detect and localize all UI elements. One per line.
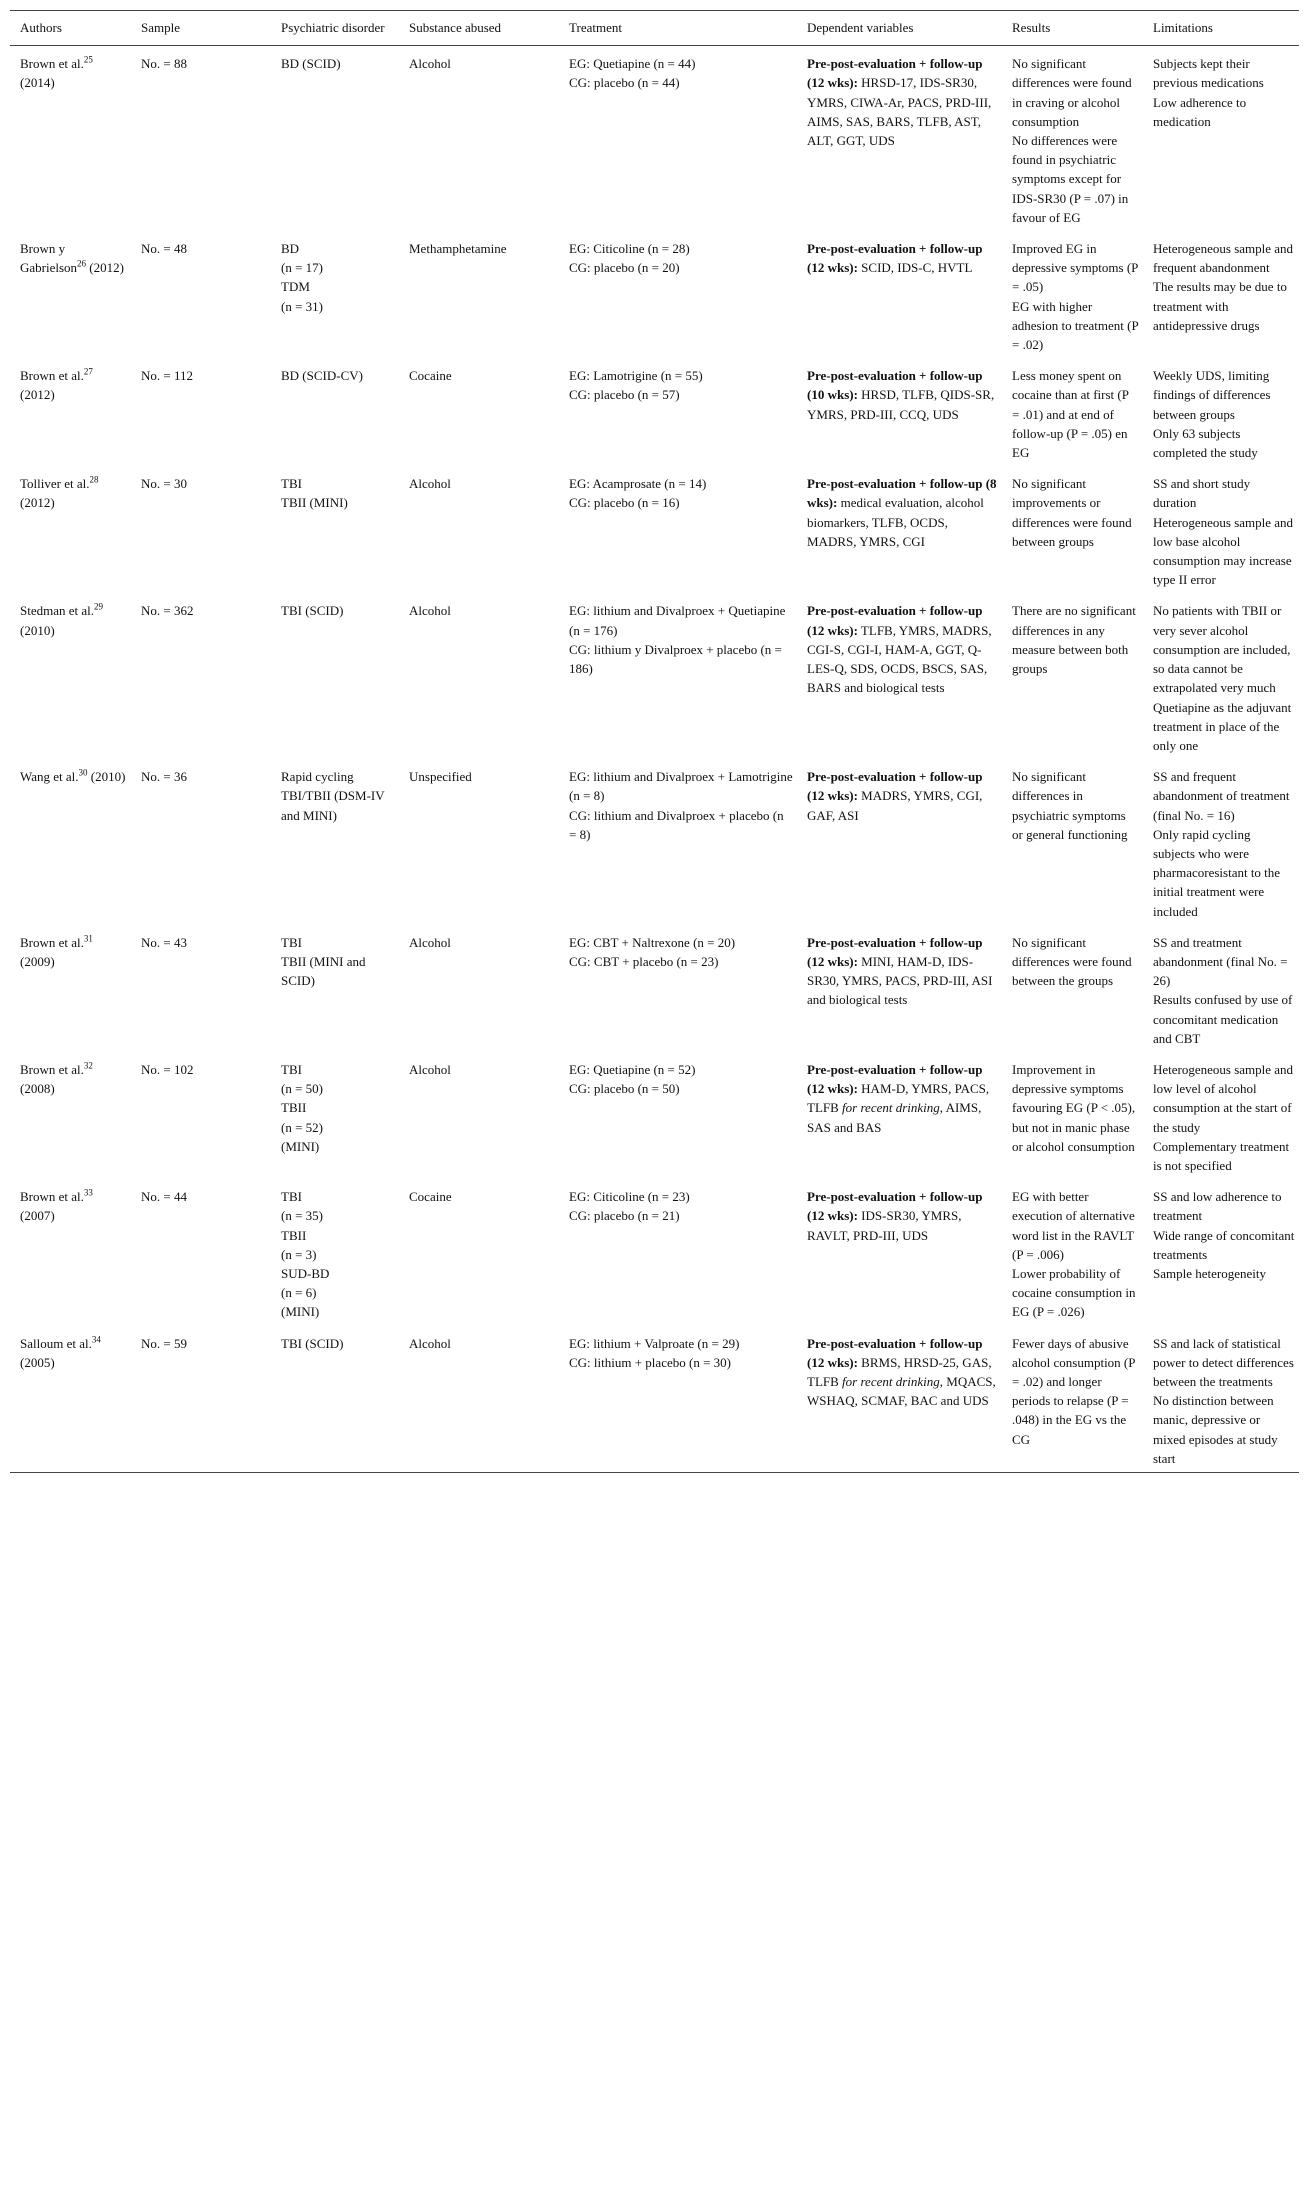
cell-sample: No. = 36	[141, 769, 187, 785]
cell-limitations-line: Sample heterogeneity	[1153, 1265, 1266, 1281]
cell-psychiatric-disorder-line: TBI (SCID)	[281, 1335, 344, 1351]
cell-dependent-variables	[797, 358, 1002, 466]
cell-limitations	[1143, 925, 1299, 1052]
cell-limitations-line: Wide range of concomitant treatments	[1153, 1227, 1295, 1262]
cell-results-line: No differences were found in psychiatric symptoms except for IDS-SR30 (P = .07) in favour of EG	[1012, 133, 1129, 225]
cell-sample: No. = 48	[141, 241, 187, 257]
cell-results	[1002, 759, 1143, 925]
cell-results	[1002, 466, 1143, 593]
cell-treatment-line: EG: Quetiapine (n = 44)	[569, 56, 696, 72]
cell-psychiatric-disorder-line: (n = 3)	[281, 1246, 317, 1262]
cell-dependent-variables	[797, 925, 1002, 1052]
cell-treatment	[559, 466, 797, 593]
cell-substance: Alcohol	[409, 603, 451, 619]
cell-authors	[10, 231, 131, 358]
measures-list: MINI, HAM-D, IDS-SR30, YMRS, PACS, PRD-III, ASI and biological tests	[807, 953, 993, 1008]
measures-list: HRSD-17, IDS-SR30, YMRS, CIWA-Ar, PACS, PRD-III, AIMS, SAS, BARS, TLFB, AST, ALT, GGT, UDS	[807, 75, 992, 149]
cell-sample: No. = 30	[141, 476, 187, 492]
cell-treatment-line: CG: lithium and Divalproex + placebo (n = 8)	[569, 807, 784, 842]
author-name: Tolliver et al.	[20, 476, 90, 492]
cell-treatment-line: CG: placebo (n = 50)	[569, 1081, 680, 1097]
cell-treatment-line: EG: Lamotrigine (n = 55)	[569, 368, 703, 384]
table-row	[10, 1052, 1299, 1179]
cell-treatment-line: EG: lithium + Valproate (n = 29)	[569, 1335, 740, 1351]
author-name: Stedman et al.	[20, 603, 95, 619]
cell-treatment-line: EG: Acamprosate (n = 14)	[569, 476, 707, 492]
cell-psychiatric-disorder	[271, 466, 399, 593]
publication-year: (2010)	[87, 769, 126, 785]
measures-list: MADRS, YMRS, CGI, GAF, ASI	[807, 788, 983, 823]
cell-treatment-line: EG: Citicoline (n = 28)	[569, 241, 690, 257]
measures-list-tail: , AIMS, SAS and BAS	[807, 1100, 982, 1135]
cell-limitations-line: Heterogeneous sample and low level of alcohol consumption at the start of the study	[1153, 1061, 1294, 1135]
cell-limitations-line: No patients with TBII or very sever alcohol consumption are included, so data cannot be extrapolated very much	[1153, 603, 1291, 696]
header-sample: Sample	[141, 20, 180, 35]
table-row	[10, 358, 1299, 466]
publication-year: (2012)	[20, 387, 55, 403]
cell-limitations	[1143, 46, 1299, 231]
cell-psychiatric-disorder-line: (n = 31)	[281, 298, 323, 314]
cell-limitations	[1143, 1326, 1299, 1473]
cell-dependent-variables	[797, 1326, 1002, 1473]
evaluation-design: Pre-post-evaluation + follow-up (10 wks):	[807, 368, 983, 403]
publication-year: (2005)	[20, 1354, 55, 1370]
cell-psychiatric-disorder-line: TBII (MINI)	[281, 495, 348, 511]
cell-psychiatric-disorder	[271, 759, 399, 925]
cell-treatment-line: EG: lithium and Divalproex + Lamotrigine (n = 8)	[569, 769, 793, 804]
author-name: Brown et al.	[20, 934, 84, 950]
table-row	[10, 1179, 1299, 1325]
cell-limitations	[1143, 759, 1299, 925]
table-row	[10, 231, 1299, 358]
publication-year: (2009)	[20, 953, 55, 969]
table-row	[10, 925, 1299, 1052]
cell-results-line: Improvement in depressive symptoms favouring EG (P < .05), but not in manic phase or alcohol consumption	[1012, 1061, 1136, 1154]
cell-psychiatric-disorder-line: (n = 6)	[281, 1285, 317, 1301]
evaluation-design: Pre-post-evaluation + follow-up (12 wks):	[807, 56, 983, 91]
evaluation-design: Pre-post-evaluation + follow-up (12 wks):	[807, 1061, 983, 1097]
cell-limitations-line: SS and treatment abandonment (final No. = 26)	[1153, 934, 1288, 989]
cell-limitations-line: The results may be due to treatment with antidepressive drugs	[1153, 279, 1287, 333]
cell-limitations-line: Only 63 subjects completed the study	[1153, 425, 1258, 461]
cell-authors	[10, 1179, 131, 1325]
reference-number: 31	[83, 933, 93, 944]
cell-substance: Alcohol	[409, 56, 451, 72]
cell-treatment-line: CG: placebo (n = 20)	[569, 260, 680, 276]
cell-limitations-line: Quetiapine as the adjuvant treatment in place of the only one	[1153, 699, 1292, 753]
cell-psychiatric-disorder	[271, 925, 399, 1052]
cell-limitations-line: SS and low adherence to treatment	[1153, 1189, 1282, 1224]
cell-substance: Alcohol	[409, 1335, 451, 1351]
cell-limitations-line: Complementary treatment is not specified	[1153, 1138, 1290, 1173]
measures-list: TLFB, YMRS, MADRS, CGI-S, CGI-I, HAM-A, GGT, Q-LES-Q, SDS, OCDS, BSCS, SAS, BARS and biological tests	[807, 622, 992, 696]
cell-limitations	[1143, 1179, 1299, 1325]
cell-results-line: EG with higher adhesion to treatment (P = .02)	[1012, 298, 1139, 353]
cell-authors	[10, 1052, 131, 1179]
cell-psychiatric-disorder-line: (n = 35)	[281, 1208, 323, 1224]
cell-psychiatric-disorder-line: (n = 50)	[281, 1081, 323, 1097]
cell-psychiatric-disorder-line: (n = 52)	[281, 1119, 323, 1135]
cell-psychiatric-disorder-line: TBII	[281, 1100, 307, 1116]
cell-treatment-line: CG: CBT + placebo (n = 23)	[569, 953, 719, 969]
table-body	[10, 46, 1299, 1473]
cell-dependent-variables	[797, 46, 1002, 231]
cell-substance: Alcohol	[409, 1061, 451, 1077]
cell-substance: Cocaine	[409, 368, 452, 384]
cell-psychiatric-disorder-line: BD (SCID)	[281, 56, 341, 72]
cell-sample: No. = 44	[141, 1189, 187, 1205]
evaluation-design: Pre-post-evaluation + follow-up (12 wks):	[807, 769, 983, 804]
cell-limitations-line: Heterogeneous sample and low base alcohol consumption may increase type II error	[1153, 514, 1294, 588]
cell-treatment	[559, 1052, 797, 1179]
cell-sample: No. = 43	[141, 934, 187, 950]
measures-list: IDS-SR30, YMRS, RAVLT, PRD-III, UDS	[807, 1208, 962, 1243]
header-limitations: Limitations	[1153, 20, 1213, 35]
cell-psychiatric-disorder-line: TBI (SCID)	[281, 603, 344, 619]
author-name: Brown et al.	[20, 368, 84, 384]
cell-sample: No. = 102	[141, 1061, 194, 1077]
reference-number: 27	[83, 366, 93, 377]
reference-number: 33	[83, 1187, 93, 1198]
cell-limitations	[1143, 231, 1299, 358]
cell-treatment-line: CG: placebo (n = 16)	[569, 495, 680, 511]
cell-results	[1002, 46, 1143, 231]
cell-authors	[10, 46, 131, 231]
cell-sample: No. = 362	[141, 603, 194, 619]
cell-results	[1002, 925, 1143, 1052]
author-name: Brown et al.	[20, 1189, 84, 1205]
cell-psychiatric-disorder-line: TBI	[281, 476, 302, 492]
cell-limitations	[1143, 593, 1299, 759]
measures-note: for recent drinking	[842, 1100, 940, 1116]
reference-number: 29	[94, 602, 104, 613]
reference-number: 28	[89, 474, 99, 485]
cell-limitations	[1143, 466, 1299, 593]
cell-results	[1002, 1052, 1143, 1179]
cell-results-line: No significant differences were found in craving or alcohol consumption	[1012, 56, 1132, 129]
cell-treatment-line: EG: lithium and Divalproex + Quetiapine (n = 176)	[569, 603, 786, 638]
table-header-row	[10, 11, 1299, 46]
cell-limitations	[1143, 358, 1299, 466]
cell-authors	[10, 466, 131, 593]
table-row	[10, 593, 1299, 759]
cell-limitations-line: Only rapid cycling subjects who were pharmacoresistant to the initial treatment were included	[1153, 826, 1281, 919]
cell-psychiatric-disorder-line: TBI	[281, 934, 302, 950]
author-name: Wang et al.	[20, 769, 79, 785]
header-substance-abused: Substance abused	[409, 20, 502, 35]
cell-results-line: Improved EG in depressive symptoms (P = .05)	[1012, 241, 1138, 295]
table-row	[10, 466, 1299, 593]
cell-psychiatric-disorder-line: Rapid cycling TBI/TBII (DSM-IV and MINI)	[281, 769, 385, 823]
cell-results-line: No significant differences in psychiatric symptoms or general functioning	[1012, 769, 1128, 842]
studies-table	[10, 10, 1299, 1473]
header-treatment: Treatment	[569, 20, 622, 35]
cell-limitations-line: SS and frequent abandonment of treatment (final No. = 16)	[1153, 769, 1290, 823]
cell-dependent-variables	[797, 1179, 1002, 1325]
cell-treatment	[559, 1179, 797, 1325]
reference-number: 34	[91, 1334, 101, 1345]
cell-psychiatric-disorder-line: (n = 17)	[281, 260, 323, 276]
cell-treatment	[559, 925, 797, 1052]
reference-number: 25	[83, 54, 93, 65]
cell-psychiatric-disorder-line: TBII	[281, 1227, 307, 1243]
cell-authors	[10, 759, 131, 925]
evaluation-design: Pre-post-evaluation + follow-up (12 wks):	[807, 1189, 983, 1224]
cell-substance: Unspecified	[409, 769, 472, 785]
cell-treatment-line: CG: placebo (n = 44)	[569, 75, 680, 91]
measures-list: HAM-D, YMRS, PACS, TLFB	[807, 1081, 990, 1116]
publication-year: (2007)	[20, 1208, 55, 1224]
cell-sample: No. = 112	[141, 368, 193, 384]
cell-psychiatric-disorder	[271, 593, 399, 759]
measures-note: for recent drinking	[842, 1374, 940, 1389]
reference-number: 26	[77, 258, 87, 269]
measures-list: BRMS, HRSD-25, GAS, TLFB	[807, 1354, 992, 1389]
cell-psychiatric-disorder-line: (MINI)	[281, 1304, 320, 1320]
cell-results-line: Fewer days of abusive alcohol consumption (P = .02) and longer periods to relapse (P = .048) in the EG vs the CG	[1012, 1335, 1136, 1447]
author-name: Brown et al.	[20, 56, 84, 72]
cell-substance: Methamphetamine	[409, 241, 507, 257]
evaluation-design: Pre-post-evaluation + follow-up (12 wks):	[807, 1335, 983, 1370]
reference-number: 30	[78, 767, 88, 778]
measures-list: medical evaluation, alcohol biomarkers, TLFB, OCDS, MADRS, YMRS, CGI	[807, 495, 984, 549]
cell-psychiatric-disorder-line: TDM	[281, 279, 310, 295]
measures-list: HRSD, TLFB, QIDS-SR, YMRS, PRD-III, CCQ, UDS	[807, 387, 995, 422]
cell-dependent-variables	[797, 466, 1002, 593]
cell-results-line: No significant improvements or differences were found between groups	[1012, 476, 1132, 549]
author-name: Brown et al.	[20, 1061, 84, 1077]
cell-limitations-line: Results confused by use of concomitant medication and CBT	[1153, 992, 1293, 1046]
cell-limitations-line: Subjects kept their previous medications	[1153, 56, 1264, 91]
cell-authors	[10, 1326, 131, 1473]
cell-limitations-line: Weekly UDS, limiting findings of differences between groups	[1153, 368, 1271, 422]
cell-psychiatric-disorder	[271, 1052, 399, 1179]
cell-psychiatric-disorder	[271, 231, 399, 358]
cell-treatment-line: CG: lithium y Divalproex + placebo (n = 186)	[569, 641, 782, 677]
cell-treatment	[559, 593, 797, 759]
cell-authors	[10, 593, 131, 759]
cell-treatment	[559, 358, 797, 466]
cell-dependent-variables	[797, 1052, 1002, 1179]
cell-psychiatric-disorder-line: TBI	[281, 1061, 302, 1077]
measures-list-tail: , MQACS, WSHAQ, SCMAF, BAC and UDS	[807, 1374, 996, 1409]
publication-year: (2008)	[20, 1081, 55, 1097]
cell-limitations-line: Low adherence to medication	[1153, 94, 1247, 129]
cell-psychiatric-disorder-line: TBI	[281, 1189, 302, 1205]
cell-psychiatric-disorder	[271, 1326, 399, 1473]
cell-results-line: There are no significant differences in any measure between both groups	[1012, 603, 1136, 677]
cell-substance: Alcohol	[409, 934, 451, 950]
cell-treatment-line: CG: lithium + placebo (n = 30)	[569, 1354, 731, 1370]
publication-year: (2014)	[20, 75, 55, 91]
cell-results	[1002, 593, 1143, 759]
cell-limitations-line: No distinction between manic, depressive or mixed episodes at study start	[1153, 1393, 1278, 1466]
cell-limitations-line: SS and short study duration	[1153, 476, 1251, 511]
cell-dependent-variables	[797, 759, 1002, 925]
publication-year: (2012)	[86, 260, 124, 276]
cell-results	[1002, 358, 1143, 466]
cell-results	[1002, 1326, 1143, 1473]
table-row	[10, 759, 1299, 925]
cell-sample: No. = 88	[141, 56, 187, 72]
table-row	[10, 1326, 1299, 1473]
header-psychiatric-disorder: Psychiatric disorder	[281, 20, 385, 35]
cell-treatment-line: CG: placebo (n = 57)	[569, 387, 680, 403]
evaluation-design: Pre-post-evaluation + follow-up (8 wks):	[807, 476, 997, 511]
cell-authors	[10, 358, 131, 466]
cell-dependent-variables	[797, 231, 1002, 358]
cell-dependent-variables	[797, 593, 1002, 759]
header-dependent-variables: Dependent variables	[807, 20, 914, 35]
cell-substance: Cocaine	[409, 1189, 452, 1205]
publication-year: (2010)	[20, 622, 55, 638]
header-authors: Authors	[20, 20, 62, 35]
reference-number: 32	[83, 1060, 93, 1071]
table-row	[10, 46, 1299, 231]
cell-results-line: Less money spent on cocaine than at first (P = .01) and at end of follow-up (P = .05) en EG	[1012, 368, 1129, 461]
cell-limitations-line: SS and lack of statistical power to detect differences between the treatments	[1153, 1335, 1294, 1389]
cell-psychiatric-disorder-line: TBII (MINI and SCID)	[281, 953, 366, 989]
cell-treatment-line: EG: Citicoline (n = 23)	[569, 1189, 690, 1205]
cell-psychiatric-disorder-line: (MINI)	[281, 1138, 320, 1154]
cell-results-line: No significant differences were found between the groups	[1012, 934, 1132, 989]
author-name: Brown y Gabrielson	[20, 241, 78, 276]
cell-treatment-line: CG: placebo (n = 21)	[569, 1208, 680, 1224]
cell-authors	[10, 925, 131, 1052]
cell-psychiatric-disorder	[271, 1179, 399, 1325]
cell-limitations	[1143, 1052, 1299, 1179]
evaluation-design: Pre-post-evaluation + follow-up (12 wks):	[807, 241, 983, 276]
cell-treatment-line: EG: Quetiapine (n = 52)	[569, 1061, 696, 1077]
publication-year: (2012)	[20, 495, 55, 511]
cell-results-line: Lower probability of cocaine consumption in EG (P = .026)	[1012, 1265, 1136, 1320]
header-results: Results	[1012, 20, 1051, 35]
cell-limitations-line: Heterogeneous sample and frequent abandonment	[1153, 241, 1294, 276]
cell-results-line: EG with better execution of alternative word list in the RAVLT (P = .006)	[1012, 1189, 1135, 1262]
cell-treatment	[559, 231, 797, 358]
cell-psychiatric-disorder	[271, 46, 399, 231]
cell-treatment	[559, 1326, 797, 1473]
cell-treatment	[559, 759, 797, 925]
cell-results	[1002, 231, 1143, 358]
evaluation-design: Pre-post-evaluation + follow-up (12 wks):	[807, 603, 983, 638]
cell-psychiatric-disorder-line: BD (SCID-CV)	[281, 368, 363, 384]
cell-psychiatric-disorder-line: BD	[281, 241, 300, 257]
cell-results	[1002, 1179, 1143, 1325]
cell-psychiatric-disorder	[271, 358, 399, 466]
cell-sample: No. = 59	[141, 1335, 187, 1351]
cell-substance: Alcohol	[409, 476, 451, 492]
evaluation-design: Pre-post-evaluation + follow-up (12 wks):	[807, 934, 983, 969]
cell-treatment-line: EG: CBT + Naltrexone (n = 20)	[569, 934, 736, 950]
cell-psychiatric-disorder-line: SUD-BD	[281, 1265, 330, 1281]
author-name: Salloum et al.	[20, 1335, 92, 1351]
cell-treatment	[559, 46, 797, 231]
measures-list: SCID, IDS-C, HVTL	[857, 260, 973, 276]
